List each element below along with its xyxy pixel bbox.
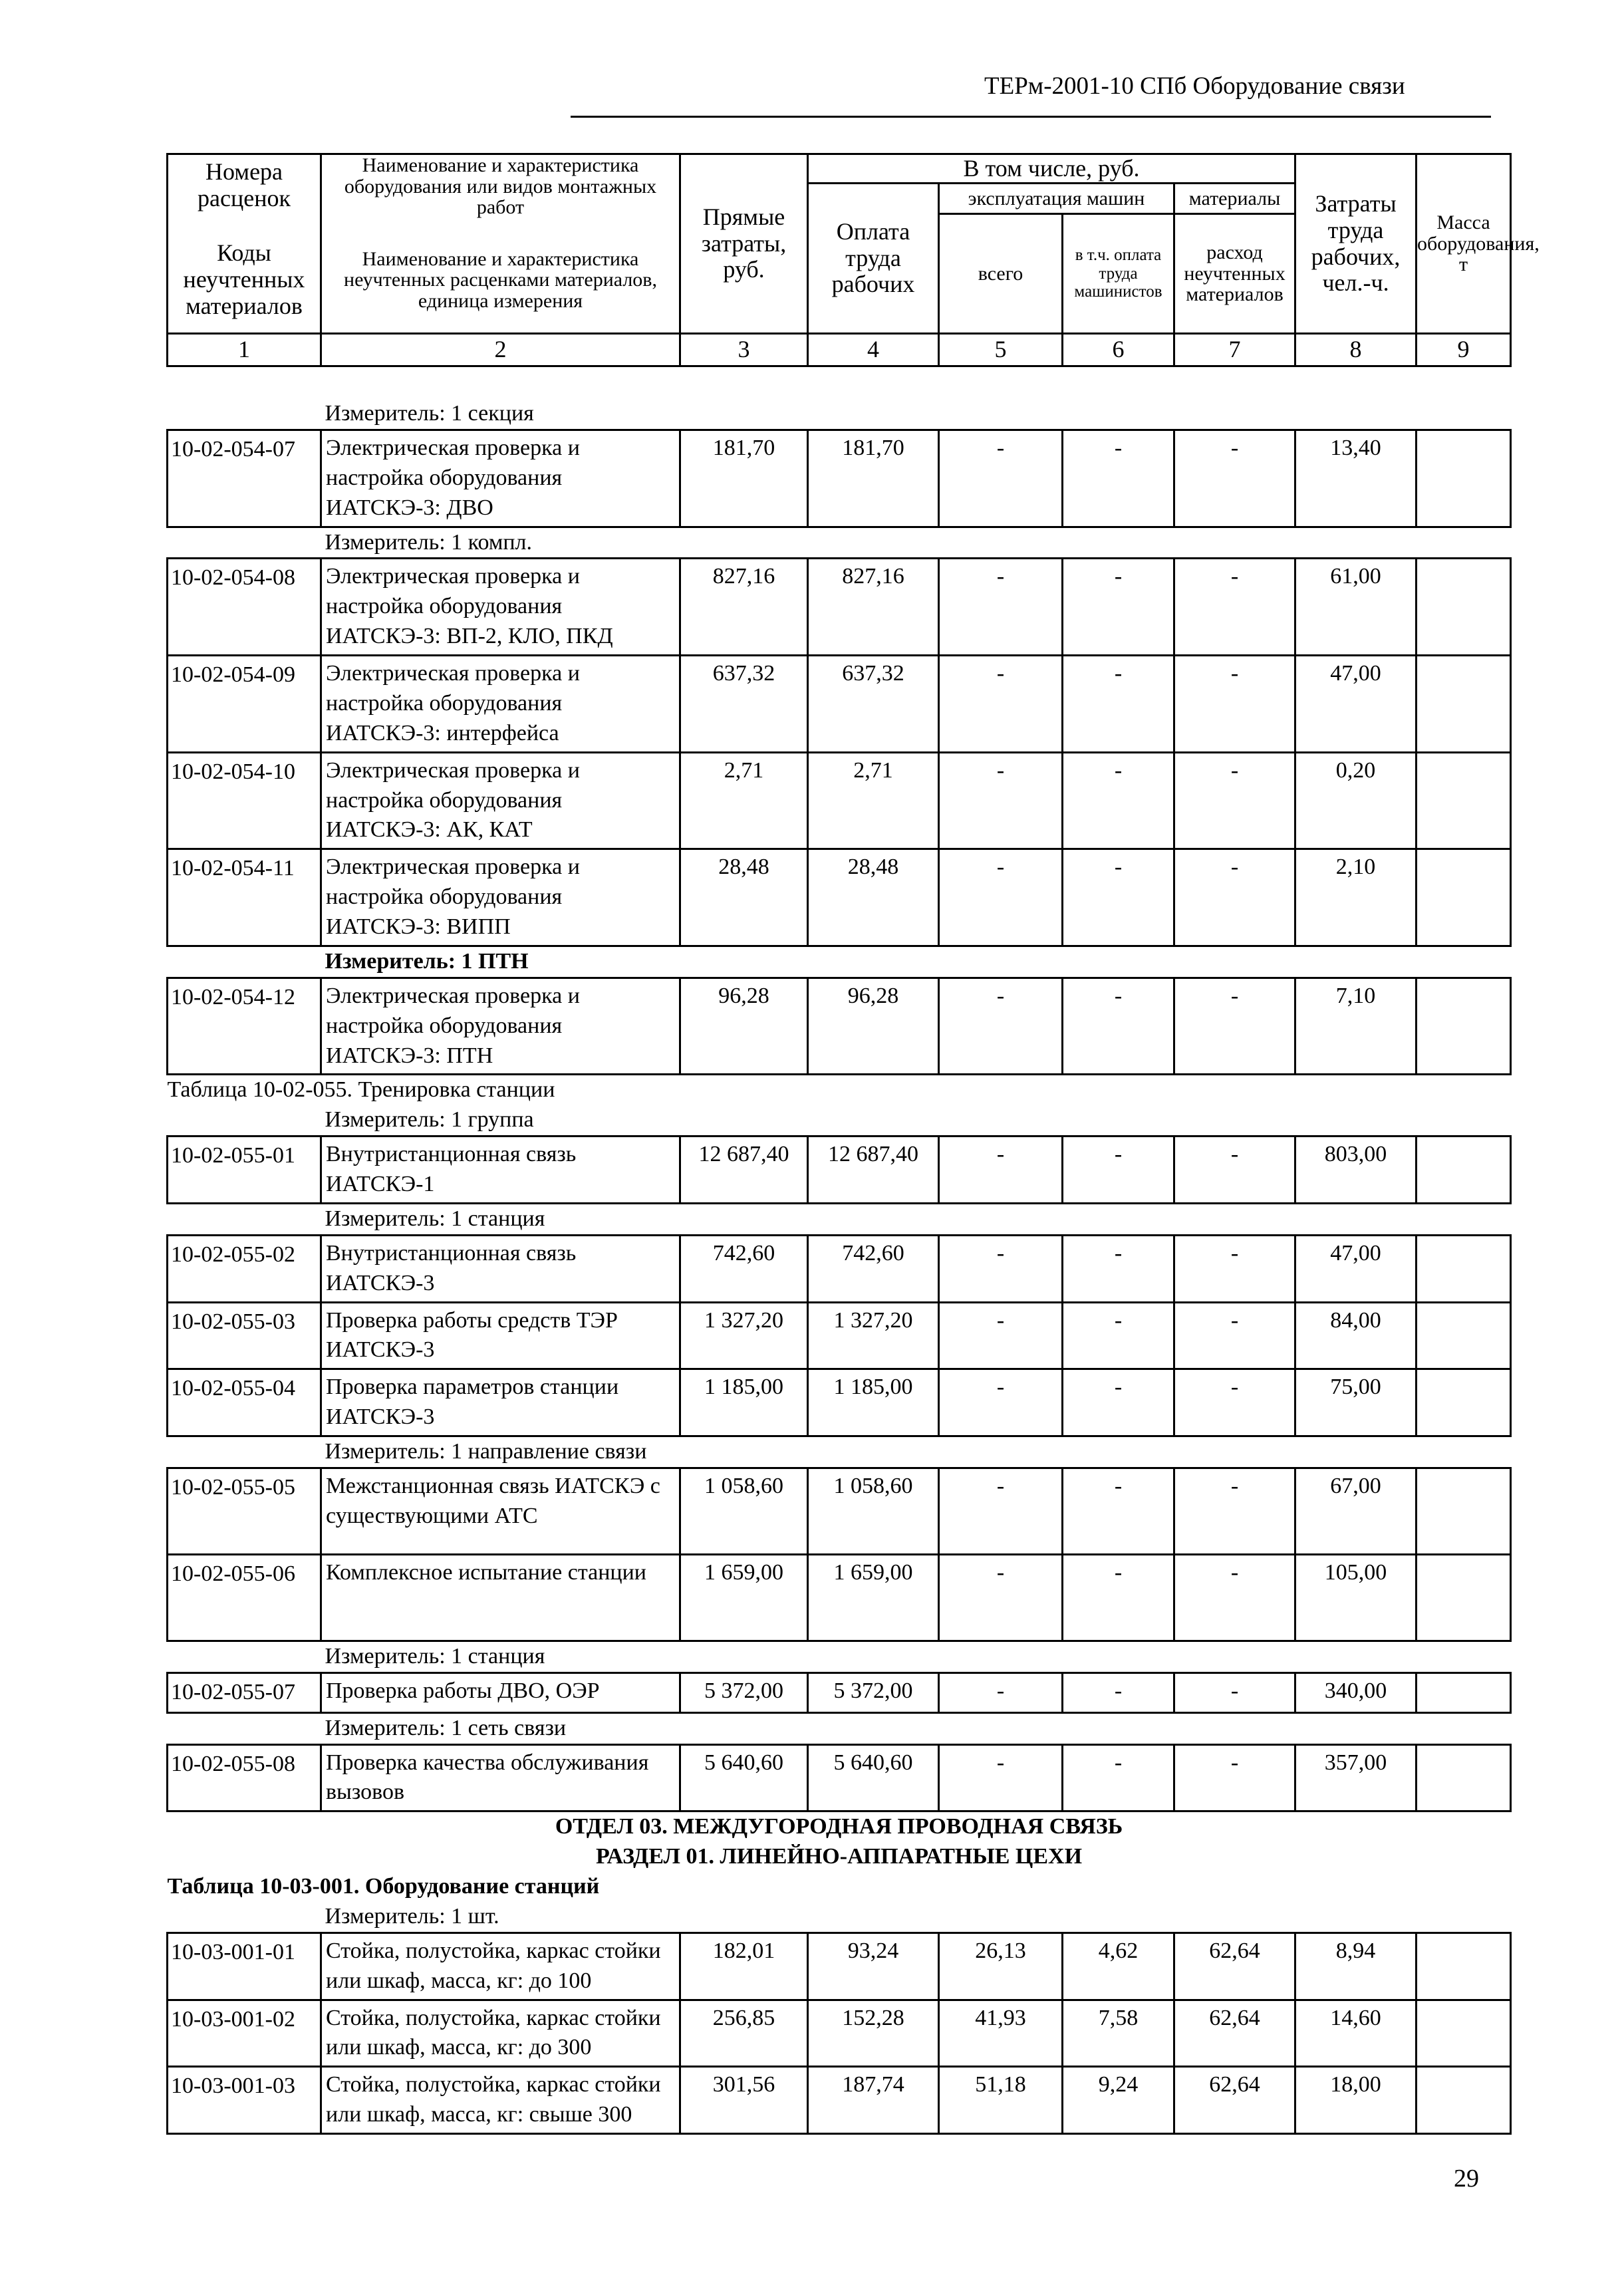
measure-unit-label: Измеритель: 1 сеть связи [325, 1715, 567, 1740]
labor-hours: 67,00 [1295, 1468, 1417, 1554]
rate-row [168, 656, 1511, 753]
rate-code: 10-02-055-05 [168, 1468, 321, 1554]
labor-pay: 12 687,40 [808, 1136, 939, 1204]
equipment-mass [1417, 1933, 1511, 2000]
labor-hours: 2,10 [1295, 849, 1417, 946]
column-number: 6 [1063, 334, 1174, 366]
rate-code: 10-02-055-07 [168, 1672, 321, 1712]
machines-total: 41,93 [939, 2000, 1063, 2067]
col2-top-header: Наименование и характеристика оборудования или видов монтажных работ [321, 154, 680, 227]
machines-total: - [939, 1468, 1063, 1554]
direct-cost: 1 185,00 [680, 1369, 808, 1436]
rate-name: Электрическая проверка и настройка оборудования ИАТСКЭ-3: АК, КАТ [321, 752, 680, 849]
direct-cost: 12 687,40 [680, 1136, 808, 1204]
machinist-pay: - [1063, 752, 1174, 849]
labor-pay: 152,28 [808, 2000, 939, 2067]
equipment-mass [1417, 1302, 1511, 1369]
equipment-mass [1417, 1468, 1511, 1554]
machinist-pay: - [1063, 1136, 1174, 1204]
rate-name: Стойка, полустойка, каркас стойки или шкаф, масса, кг: до 100 [321, 1933, 680, 2000]
machinist-pay: - [1063, 1302, 1174, 1369]
rate-code: 10-02-055-08 [168, 1744, 321, 1811]
machines-total: - [939, 656, 1063, 753]
labor-pay: 742,60 [808, 1235, 939, 1302]
labor-hours: 0,20 [1295, 752, 1417, 849]
direct-cost: 96,28 [680, 978, 808, 1075]
labor-pay: 181,70 [808, 430, 939, 527]
materials-cost: - [1174, 1554, 1295, 1641]
equipment-mass [1417, 559, 1511, 656]
machines-total: - [939, 1369, 1063, 1436]
machines-total: 51,18 [939, 2067, 1063, 2134]
machinist-pay: - [1063, 656, 1174, 753]
machines-total: - [939, 559, 1063, 656]
rate-name: Проверка работы ДВО, ОЭР [321, 1672, 680, 1712]
labor-pay: 1 058,60 [808, 1468, 939, 1554]
direct-cost: 1 659,00 [680, 1554, 808, 1641]
machines-total: - [939, 752, 1063, 849]
table-caption: Таблица 10-03-001. Оборудование станций [167, 1874, 600, 1899]
rate-code: 10-02-055-01 [168, 1136, 321, 1204]
materials-cost: - [1174, 849, 1295, 946]
rate-name: Стойка, полустойка, каркас стойки или шкаф, масса, кг: до 300 [321, 2000, 680, 2067]
col2-bottom-header: Наименование и характеристика неучтенных расценками материалов, единица измерения [321, 227, 680, 334]
rate-name: Электрическая проверка и настройка оборудования ИАТСКЭ-3: ВП-2, КЛО, ПКД [321, 559, 680, 656]
machinist-pay: 4,62 [1063, 1933, 1174, 2000]
labor-pay: 187,74 [808, 2067, 939, 2134]
equipment-mass [1417, 1136, 1511, 1204]
rate-code: 10-02-054-12 [168, 978, 321, 1075]
materials-cost: - [1174, 1369, 1295, 1436]
rate-row [168, 978, 1511, 1075]
equipment-mass [1417, 656, 1511, 753]
labor-hours: 340,00 [1295, 1672, 1417, 1712]
rate-code: 10-02-055-06 [168, 1554, 321, 1641]
rate-code: 10-03-001-02 [168, 2000, 321, 2067]
labor-hours: 13,40 [1295, 430, 1417, 527]
machines-total: - [939, 1302, 1063, 1369]
rates-table [166, 399, 1512, 2135]
col3-header: Прямые затраты, руб. [680, 154, 808, 334]
column-number: 1 [168, 334, 321, 366]
col4-header: Оплата труда рабочих [808, 184, 939, 334]
labor-hours: 105,00 [1295, 1554, 1417, 1641]
machines-total: - [939, 849, 1063, 946]
labor-pay: 827,16 [808, 559, 939, 656]
rate-row [168, 849, 1511, 946]
rate-row [168, 1235, 1511, 1302]
labor-pay: 1 327,20 [808, 1302, 939, 1369]
rate-name: Внутристанционная связь ИАТСКЭ-1 [321, 1136, 680, 1204]
labor-hours: 803,00 [1295, 1136, 1417, 1204]
labor-hours: 8,94 [1295, 1933, 1417, 2000]
materials-cost: - [1174, 1672, 1295, 1712]
materials-cost: - [1174, 1468, 1295, 1554]
rate-name: Электрическая проверка и настройка оборудования ИАТСКЭ-3: интерфейса [321, 656, 680, 753]
rate-row [168, 1369, 1511, 1436]
measure-unit-label: Измеритель: 1 станция [325, 1643, 545, 1669]
machines-total: - [939, 1672, 1063, 1712]
machines-header: эксплуатация машин [939, 184, 1174, 214]
direct-cost: 2,71 [680, 752, 808, 849]
header-rule [571, 116, 1491, 118]
materials-cost: - [1174, 559, 1295, 656]
measure-unit-label: Измеритель: 1 шт. [325, 1903, 499, 1929]
materials-cost: - [1174, 656, 1295, 753]
equipment-mass [1417, 978, 1511, 1075]
machinist-pay: - [1063, 559, 1174, 656]
direct-cost: 301,56 [680, 2067, 808, 2134]
equipment-mass [1417, 1672, 1511, 1712]
rate-code: 10-02-054-10 [168, 752, 321, 849]
machines-total: - [939, 978, 1063, 1075]
labor-hours: 84,00 [1295, 1302, 1417, 1369]
materials-cost: 62,64 [1174, 1933, 1295, 2000]
materials-cost: - [1174, 978, 1295, 1075]
labor-hours: 61,00 [1295, 559, 1417, 656]
labor-hours: 75,00 [1295, 1369, 1417, 1436]
rate-code: 10-03-001-03 [168, 2067, 321, 2134]
rate-row [168, 430, 1511, 527]
rate-name: Межстанционная связь ИАТСКЭ с существующими АТС [321, 1468, 680, 1554]
col7-header: расход неучтенных материалов [1174, 214, 1295, 334]
direct-cost: 827,16 [680, 559, 808, 656]
rate-code: 10-02-054-11 [168, 849, 321, 946]
equipment-mass [1417, 2067, 1511, 2134]
rate-code: 10-02-054-07 [168, 430, 321, 527]
column-header-table [166, 153, 1540, 367]
rate-name: Проверка работы средств ТЭР ИАТСКЭ-3 [321, 1302, 680, 1369]
rate-row [168, 1744, 1511, 1811]
materials-cost: - [1174, 1744, 1295, 1811]
column-number: 8 [1295, 334, 1417, 366]
rate-code: 10-03-001-01 [168, 1933, 321, 2000]
equipment-mass [1417, 752, 1511, 849]
direct-cost: 181,70 [680, 430, 808, 527]
machines-total: - [939, 1136, 1063, 1204]
col1-top-header: Номера расценок [168, 154, 321, 227]
section-heading: ОТДЕЛ 03. МЕЖДУГОРОДНАЯ ПРОВОДНАЯ СВЯЗЬ [555, 1814, 1123, 1839]
direct-cost: 742,60 [680, 1235, 808, 1302]
table-caption: Таблица 10-02-055. Тренировка станции [167, 1077, 555, 1103]
rate-name: Проверка параметров станции ИАТСКЭ-3 [321, 1369, 680, 1436]
column-number: 7 [1174, 334, 1295, 366]
rate-row [168, 2000, 1511, 2067]
machinist-pay: - [1063, 1369, 1174, 1436]
materials-cost: - [1174, 1235, 1295, 1302]
rate-row [168, 559, 1511, 656]
labor-hours: 357,00 [1295, 1744, 1417, 1811]
column-number: 5 [939, 334, 1063, 366]
rate-name: Проверка качества обслуживания вызовов [321, 1744, 680, 1811]
measure-unit-label: Измеритель: 1 секция [325, 401, 534, 426]
rate-code: 10-02-055-02 [168, 1235, 321, 1302]
labor-pay: 96,28 [808, 978, 939, 1075]
col8-header: Затраты труда рабочих, чел.-ч. [1295, 154, 1417, 334]
labor-hours: 47,00 [1295, 656, 1417, 753]
rate-name: Комплексное испытание станции [321, 1554, 680, 1641]
rate-code: 10-02-054-08 [168, 559, 321, 656]
labor-hours: 47,00 [1295, 1235, 1417, 1302]
direct-cost: 256,85 [680, 2000, 808, 2067]
labor-pay: 28,48 [808, 849, 939, 946]
machinist-pay: - [1063, 430, 1174, 527]
rate-code: 10-02-055-03 [168, 1302, 321, 1369]
machinist-pay: - [1063, 1744, 1174, 1811]
rate-row [168, 1933, 1511, 2000]
labor-hours: 7,10 [1295, 978, 1417, 1075]
col6-header: в т.ч. оплата труда машинистов [1063, 214, 1174, 334]
machines-total: 26,13 [939, 1933, 1063, 2000]
direct-cost: 5 372,00 [680, 1672, 808, 1712]
machinist-pay: - [1063, 1468, 1174, 1554]
equipment-mass [1417, 1554, 1511, 1641]
materials-cost: - [1174, 430, 1295, 527]
materials-header: материалы [1174, 184, 1295, 214]
column-number: 2 [321, 334, 680, 366]
section-heading: РАЗДЕЛ 01. ЛИНЕЙНО-АППАРАТНЫЕ ЦЕХИ [596, 1844, 1083, 1869]
labor-pay: 1 659,00 [808, 1554, 939, 1641]
machines-total: - [939, 1235, 1063, 1302]
direct-cost: 1 058,60 [680, 1468, 808, 1554]
rate-name: Электрическая проверка и настройка оборудования ИАТСКЭ-3: ВИПП [321, 849, 680, 946]
equipment-mass [1417, 430, 1511, 527]
direct-cost: 637,32 [680, 656, 808, 753]
column-number: 9 [1417, 334, 1511, 366]
rate-code: 10-02-055-04 [168, 1369, 321, 1436]
rate-code: 10-02-054-09 [168, 656, 321, 753]
column-number: 4 [808, 334, 939, 366]
equipment-mass [1417, 2000, 1511, 2067]
measure-unit-label: Измеритель: 1 группа [325, 1107, 534, 1133]
machinist-pay: - [1063, 978, 1174, 1075]
materials-cost: - [1174, 1136, 1295, 1204]
machinist-pay: 7,58 [1063, 2000, 1174, 2067]
machines-total: - [939, 1744, 1063, 1811]
labor-hours: 14,60 [1295, 2000, 1417, 2067]
materials-cost: 62,64 [1174, 2067, 1295, 2134]
labor-hours: 18,00 [1295, 2067, 1417, 2134]
col9-header: Масса оборудования, т [1417, 154, 1511, 334]
equipment-mass [1417, 1744, 1511, 1811]
machinist-pay: - [1063, 1554, 1174, 1641]
rate-row [168, 1302, 1511, 1369]
measure-unit-label: Измеритель: 1 направление связи [325, 1439, 647, 1464]
rate-row [168, 1468, 1511, 1554]
labor-pay: 1 185,00 [808, 1369, 939, 1436]
rate-name: Внутристанционная связь ИАТСКЭ-3 [321, 1235, 680, 1302]
materials-cost: - [1174, 752, 1295, 849]
measure-unit-label: Измеритель: 1 станция [325, 1206, 545, 1231]
labor-pay: 5 640,60 [808, 1744, 939, 1811]
direct-cost: 182,01 [680, 1933, 808, 2000]
col5-header: всего [939, 214, 1063, 334]
page-number: 29 [1454, 2165, 1479, 2193]
machinist-pay: - [1063, 849, 1174, 946]
rate-row [168, 2067, 1511, 2134]
equipment-mass [1417, 1235, 1511, 1302]
machines-total: - [939, 430, 1063, 527]
incl-header: В том числе, руб. [808, 154, 1295, 184]
measure-unit-label: Измеритель: 1 ПТН [325, 948, 529, 974]
measure-unit-label: Измеритель: 1 компл. [325, 529, 532, 555]
machinist-pay: - [1063, 1672, 1174, 1712]
direct-cost: 5 640,60 [680, 1744, 808, 1811]
page-header-title: ТЕРм-2001-10 СПб Оборудование связи [984, 72, 1405, 100]
rate-row [168, 752, 1511, 849]
rate-row [168, 1554, 1511, 1641]
equipment-mass [1417, 1369, 1511, 1436]
materials-cost: 62,64 [1174, 2000, 1295, 2067]
machines-total: - [939, 1554, 1063, 1641]
direct-cost: 1 327,20 [680, 1302, 808, 1369]
rate-name: Стойка, полустойка, каркас стойки или шкаф, масса, кг: свыше 300 [321, 2067, 680, 2134]
rate-name: Электрическая проверка и настройка оборудования ИАТСКЭ-3: ПТН [321, 978, 680, 1075]
rate-name: Электрическая проверка и настройка оборудования ИАТСКЭ-3: ДВО [321, 430, 680, 527]
direct-cost: 28,48 [680, 849, 808, 946]
rate-row [168, 1672, 1511, 1712]
labor-pay: 5 372,00 [808, 1672, 939, 1712]
labor-pay: 2,71 [808, 752, 939, 849]
column-number: 3 [680, 334, 808, 366]
machinist-pay: - [1063, 1235, 1174, 1302]
labor-pay: 637,32 [808, 656, 939, 753]
machinist-pay: 9,24 [1063, 2067, 1174, 2134]
rate-row [168, 1136, 1511, 1204]
equipment-mass [1417, 849, 1511, 946]
materials-cost: - [1174, 1302, 1295, 1369]
col1-bottom-header: Коды неучтенных материалов [168, 227, 321, 334]
labor-pay: 93,24 [808, 1933, 939, 2000]
